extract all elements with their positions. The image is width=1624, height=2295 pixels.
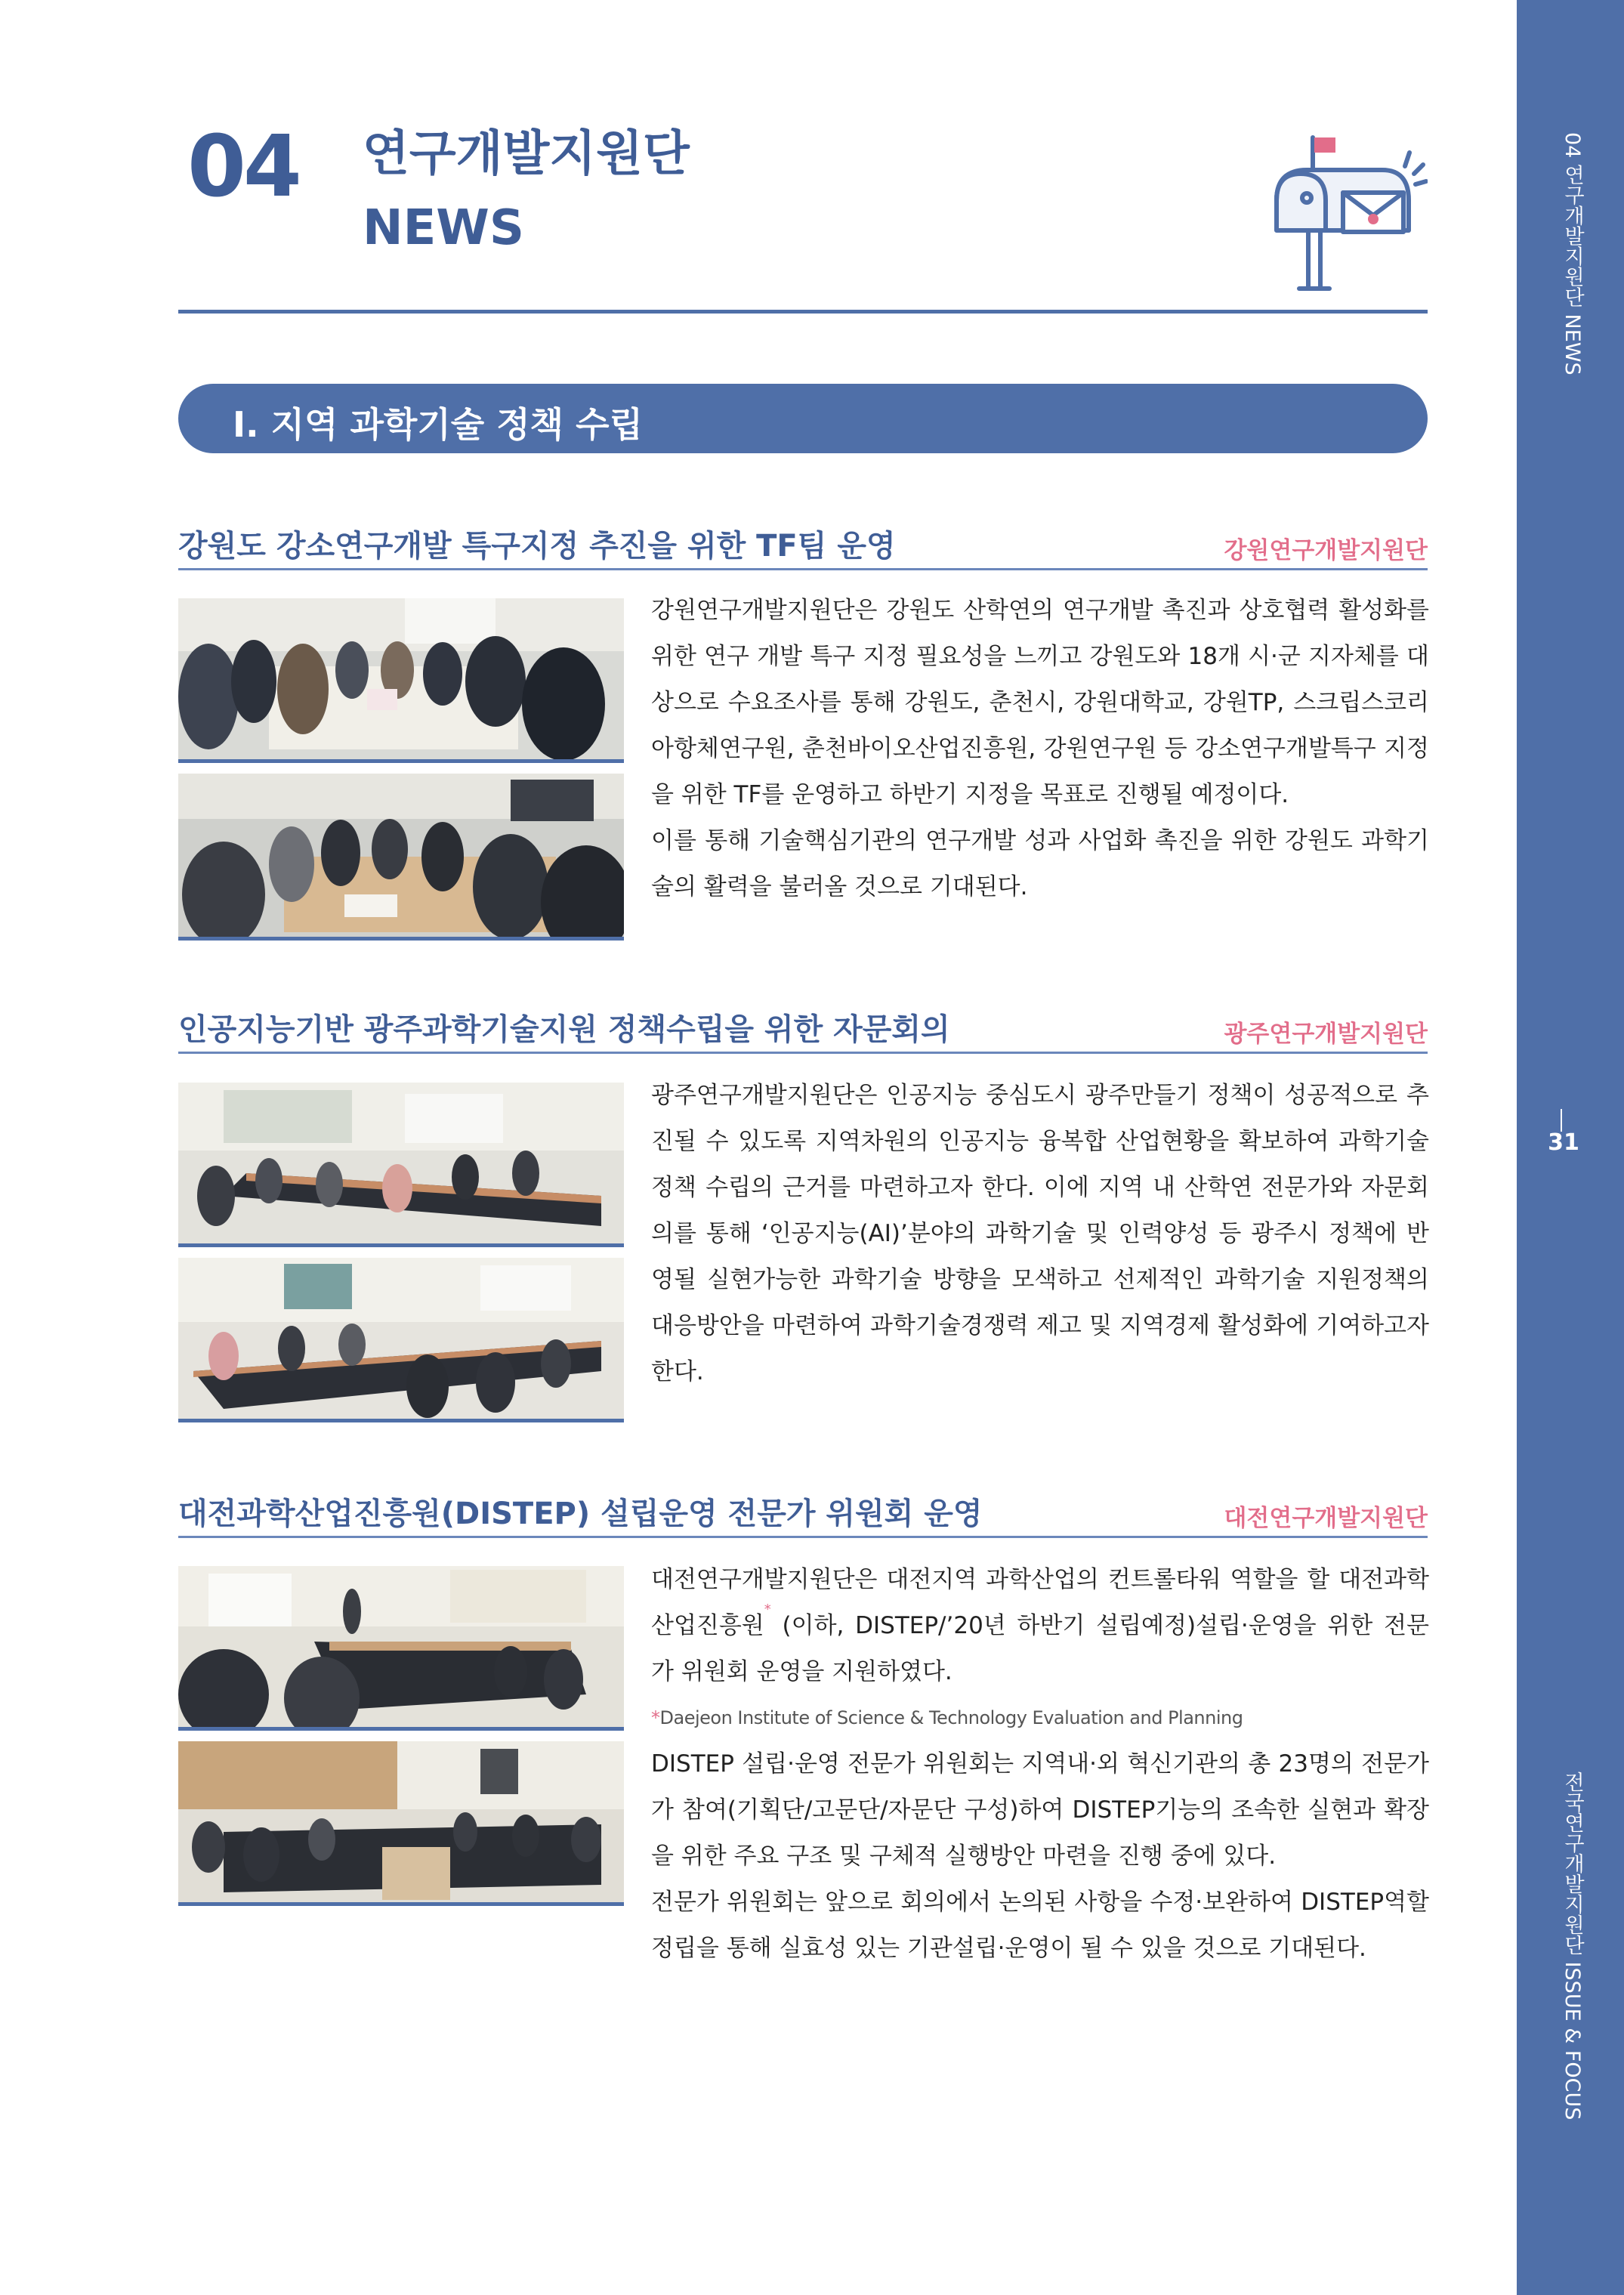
news-paragraph: 광주연구개발지원단은 인공지능 중심도시 광주만들기 정책이 성공적으로 추진될 수 있도록 지역차원의 인공지능 융복합 산업현황을 확보하여 과학기술 정책 수립의 근거를 마련하고자 한다. 이에 지역 내 산학연 전문가와 자문회의를 통해 ‘인공지능(AI)’분야의 과학기술 및 인력양성 등 광주시 정책에 반영될 실현가능한 과학기술 방향을 모색하고 선제적인 과학기술 지원정책의 대응방안을 마련하여 과학기술경쟁력 제고 및 지역경제 활성화에 기여하고자 한다. — [651, 1082, 1429, 1385]
meeting-photo — [178, 1258, 624, 1422]
news-paragraph: 강원연구개발지원단은 강원도 산학연의 연구개발 촉진과 상호협력 활성화를 위한 연구 개발 특구 지정 필요성을 느끼고 강원도와 18개 시·군 지자체를 대상으로 수요조사를 통해 강원도, 춘천시, 강원대학교, 강원TP, 스크립스코리아항체연구원, 춘천바이오산업진흥원, 강원연구원 등 강소연구개발특구 지정을 위한 TF를 운영하고 하반기 지정을 목표로 진행될 예정이다. — [651, 597, 1429, 808]
chapter-number: 04 — [187, 118, 299, 216]
news-heading — [178, 1006, 1428, 1054]
meeting-photo — [178, 1566, 624, 1731]
footnote-mark: * — [764, 1602, 771, 1617]
news-title: 인공지능기반 광주과학기술지원 정책수립을 위한 자문회의 — [178, 1012, 950, 1047]
news-heading — [178, 523, 1428, 570]
footnote — [651, 1695, 1429, 1741]
page-title: 연구개발지원단 — [363, 126, 690, 182]
news-org: 대전연구개발지원단 — [1224, 1505, 1428, 1532]
news-org: 강원연구개발지원단 — [1224, 537, 1428, 564]
news-title: 대전과학산업진흥원(DISTEP) 설립운영 전문가 위원회 운영 — [178, 1497, 983, 1531]
news-paragraph: 전문가 위원회는 앞으로 회의에서 논의된 사항을 수정·보완하여 DISTEP역할 정립을 통해 실효성 있는 기관설립·운영이 될 수 있을 것으로 기대된다. — [651, 1889, 1429, 1962]
meeting-photo — [178, 598, 624, 763]
mailbox-icon — [1254, 128, 1428, 295]
sidebar-divider — [1561, 1109, 1562, 1132]
news-text: (이하, DISTEP/’20년 하반기 설립예정)설립·운영을 위한 전문가 위원회 운영을 지원하였다. — [651, 1612, 1429, 1685]
news-body — [651, 1073, 1429, 1395]
page-number: 31 — [1548, 1129, 1579, 1156]
footnote-mark: * — [651, 1707, 660, 1728]
meeting-photo — [178, 1741, 624, 1906]
news-body — [651, 1557, 1429, 1972]
page-subtitle: NEWS — [363, 200, 524, 256]
news-paragraph: DISTEP 설립·운영 전문가 위원회는 지역내·외 혁신기관의 총 23명의 전문가가 참여(기획단/고문단/자문단 구성)하여 DISTEP기능의 조속한 실현과 확장을 위한 주요 구조 및 구체적 실행방안 마련을 진행 중에 있다. — [651, 1750, 1429, 1870]
sidebar-bottom-label: 전국연구개발지원단 ISSUE & FOCUS — [1561, 1771, 1584, 2120]
section-title: Ⅰ. 지역 과학기술 정책 수립 — [233, 404, 644, 445]
news-paragraph — [651, 1557, 1429, 1695]
news-org: 광주연구개발지원단 — [1224, 1021, 1428, 1048]
news-text: 대전연구개발지원단은 대전지역 과학산업의 컨트롤타워 역할을 할 대전과학산업진흥원 — [651, 1566, 1429, 1639]
sidebar-top-label: 04 연구개발지원단 NEWS — [1561, 132, 1584, 375]
news-title: 강원도 강소연구개발 특구지정 추진을 위한 TF팀 운영 — [178, 529, 896, 564]
meeting-photo — [178, 774, 624, 941]
header-rule — [178, 310, 1428, 314]
news-heading — [178, 1490, 1428, 1538]
news-paragraph: 이를 통해 기술핵심기관의 연구개발 성과 사업화 촉진을 위한 강원도 과학기술의 활력을 불러올 것으로 기대된다. — [651, 827, 1429, 900]
section-banner — [178, 384, 1428, 453]
footnote-text: Daejeon Institute of Science & Technology Evaluation and Planning — [659, 1707, 1243, 1728]
news-body — [651, 588, 1429, 910]
meeting-photo — [178, 1083, 624, 1247]
